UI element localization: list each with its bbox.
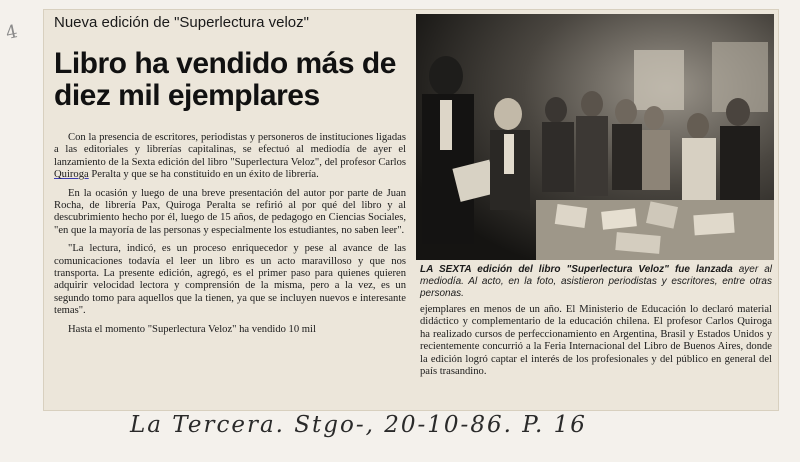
caption-rest: ayer al mediodía. Al acto, en la foto, asistieron periodistas y escritores, entre otras personas. [420,264,773,299]
event-photo [416,14,774,260]
article-kicker: Nueva edición de "Superlectura veloz" [54,14,309,31]
newspaper-clipping [44,10,778,410]
paragraph-2: En la ocasión y luego de una breve presentación del autor por parte de Juan Rocha, de librería Pax, Quiroga Peralta se refirió al por qué del libro y al descubrimiento hecho por él, luego de 15 años, de pedagogo en Ciencias Sociales, "en que la mayoría de las personas y especialmente los estudiantes, no saben leer". [54,187,406,236]
caption-lead: LA SEXTA edición del libro "Superlectura Veloz" fue lanzada [420,264,733,275]
right-column-paragraph: ejemplares en menos de un año. El Ministerio de Educación lo declaró material didáctico y complementario de la educación chilena. El profesor Carlos Quiroga ha realizado cursos de perfeccionamiento en Argentina, Brasil y Estados Unidos y recientemente concurrió a la Feria Internacional del Libro de Buenos Aires, donde la edición logró captar el interés de los profesionales y del público en general del país trasandino. [420,304,772,378]
underlined-name: Quiroga [54,169,89,181]
photo-caption [420,264,772,300]
paragraph-4: Hasta el momento "Superlectura Veloz" ha vendido 10 mil [68,323,316,335]
margin-mark: 4 [3,21,20,44]
article-headline: Libro ha vendido más de diez mil ejemplares [54,47,396,112]
article-left-column [54,132,406,342]
article-right-column [420,304,772,378]
paragraph-1 [54,132,406,182]
paragraph-1-end: Peralta y que se ha constituido en un éxito de librería. [88,169,319,181]
event-photo-illustration [416,14,774,260]
paragraph-3: "La lectura, indicó, es un proceso enriquecedor y pese al avance de las comunicaciones todavía el leer un libro es un acto maravilloso y que nos transporta. La presente edición, agregó, es el primer paso para quienes quieren adquirir velocidad lectora y comprensión de la misma, pero a la vez, es un segundo tomo para aquellos que la tienen, ya que se incluyen nuevos e interesante temas". [54,243,406,317]
handwritten-source-note: La Tercera. Stgo-, 20-10-86. P. 16 [130,412,587,438]
paragraph-1-start: Con la presencia de escritores, periodistas y personeros de instituciones ligadas a las editoriales y librerías capitalinas, se efectuó al mediodía de ayer el lanzamiento de la Sexta edición del libro "Superlectura Veloz", del profesor Carlos [54,132,406,168]
